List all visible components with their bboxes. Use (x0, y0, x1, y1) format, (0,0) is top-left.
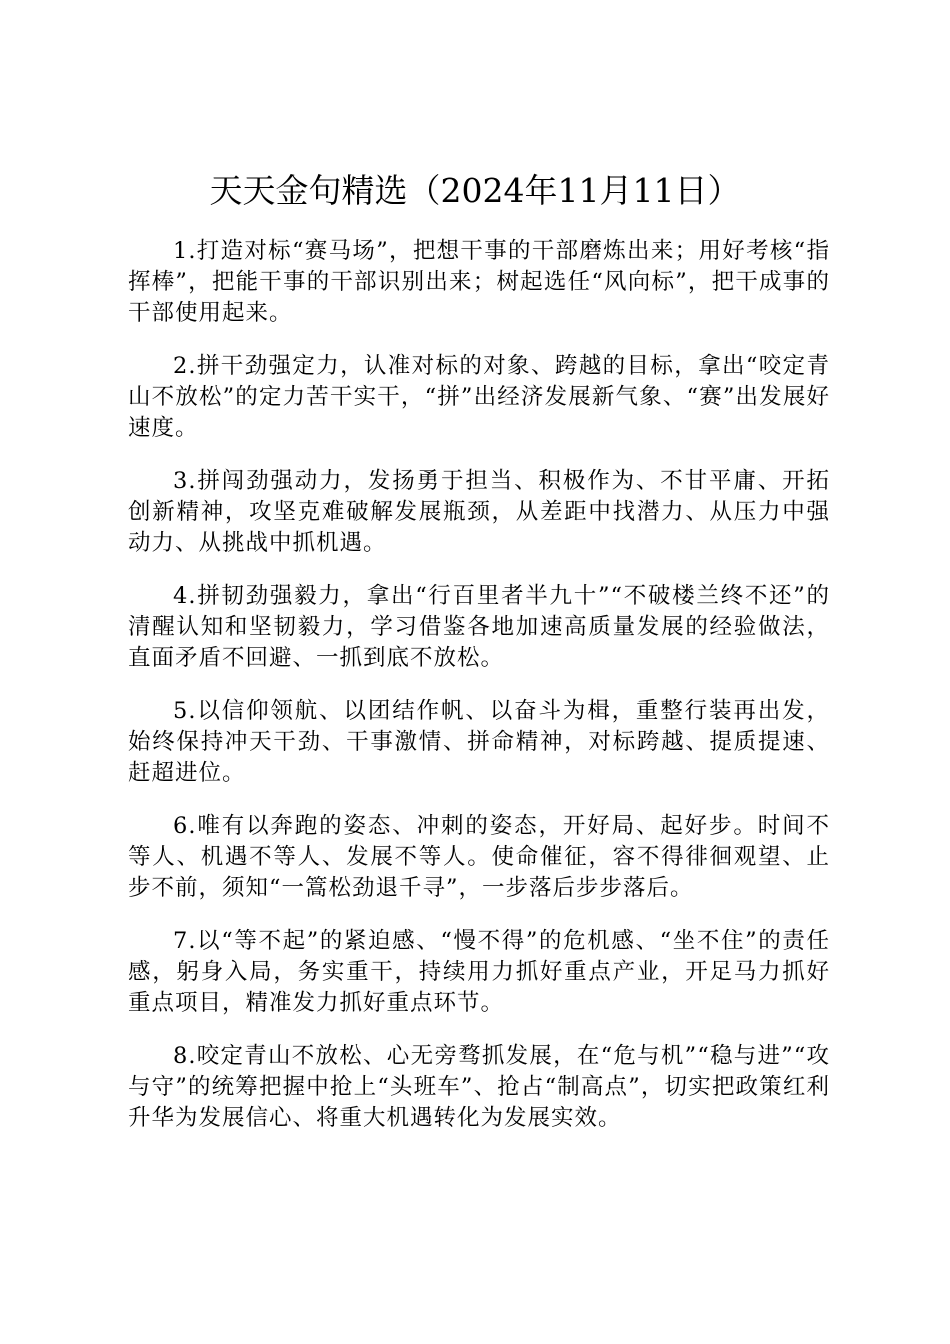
quote-paragraph-8: 8.咬定青山不放松、心无旁骛抓发展，在“危与机”“稳与进”“攻与守”的统筹把握中抢上“头班车”、抢占“制高点”，切实把政策红利升华为发展信心、将重大机遇转化为发展实效。 (128, 1043, 830, 1131)
quote-paragraph-2: 2.拼干劲强定力，认准对标的对象、跨越的目标，拿出“咬定青山不放松”的定力苦干实干，“拼”出经济发展新气象、“赛”出发展好速度。 (128, 353, 830, 441)
page-title: 天天金句精选（2024年11月11日） (209, 171, 741, 210)
quote-paragraph-1: 1.打造对标“赛马场”，把想干事的干部磨炼出来；用好考核“指挥棒”，把能干事的干部识别出来；树起选任“风向标”，把干成事的干部使用起来。 (128, 238, 830, 326)
quote-paragraph-6: 6.唯有以奔跑的姿态、冲刺的姿态，开好局、起好步。时间不等人、机遇不等人、发展不等人。使命催征，容不得徘徊观望、止步不前，须知“一篙松劲退千寻”，一步落后步步落后。 (128, 813, 830, 901)
document-body (128, 236, 830, 1156)
quote-paragraph-7: 7.以“等不起”的紧迫感、“慢不得”的危机感、“坐不住”的责任感，躬身入局，务实重干，持续用力抓好重点产业，开足马力抓好重点项目，精准发力抓好重点环节。 (128, 928, 830, 1016)
quote-paragraph-4: 4.拼韧劲强毅力，拿出“行百里者半九十”“不破楼兰终不还”的清醒认知和坚韧毅力，学习借鉴各地加速高质量发展的经验做法，直面矛盾不回避、一抓到底不放松。 (128, 583, 830, 671)
quote-paragraph-3: 3.拼闯劲强动力，发扬勇于担当、积极作为、不甘平庸、开拓创新精神，攻坚克难破解发展瓶颈，从差距中找潜力、从压力中强动力、从挑战中抓机遇。 (128, 468, 830, 556)
quote-paragraph-5: 5.以信仰领航、以团结作帆、以奋斗为楫，重整行装再出发，始终保持冲天干劲、干事激情、拼命精神，对标跨越、提质提速、赶超进位。 (128, 698, 830, 786)
